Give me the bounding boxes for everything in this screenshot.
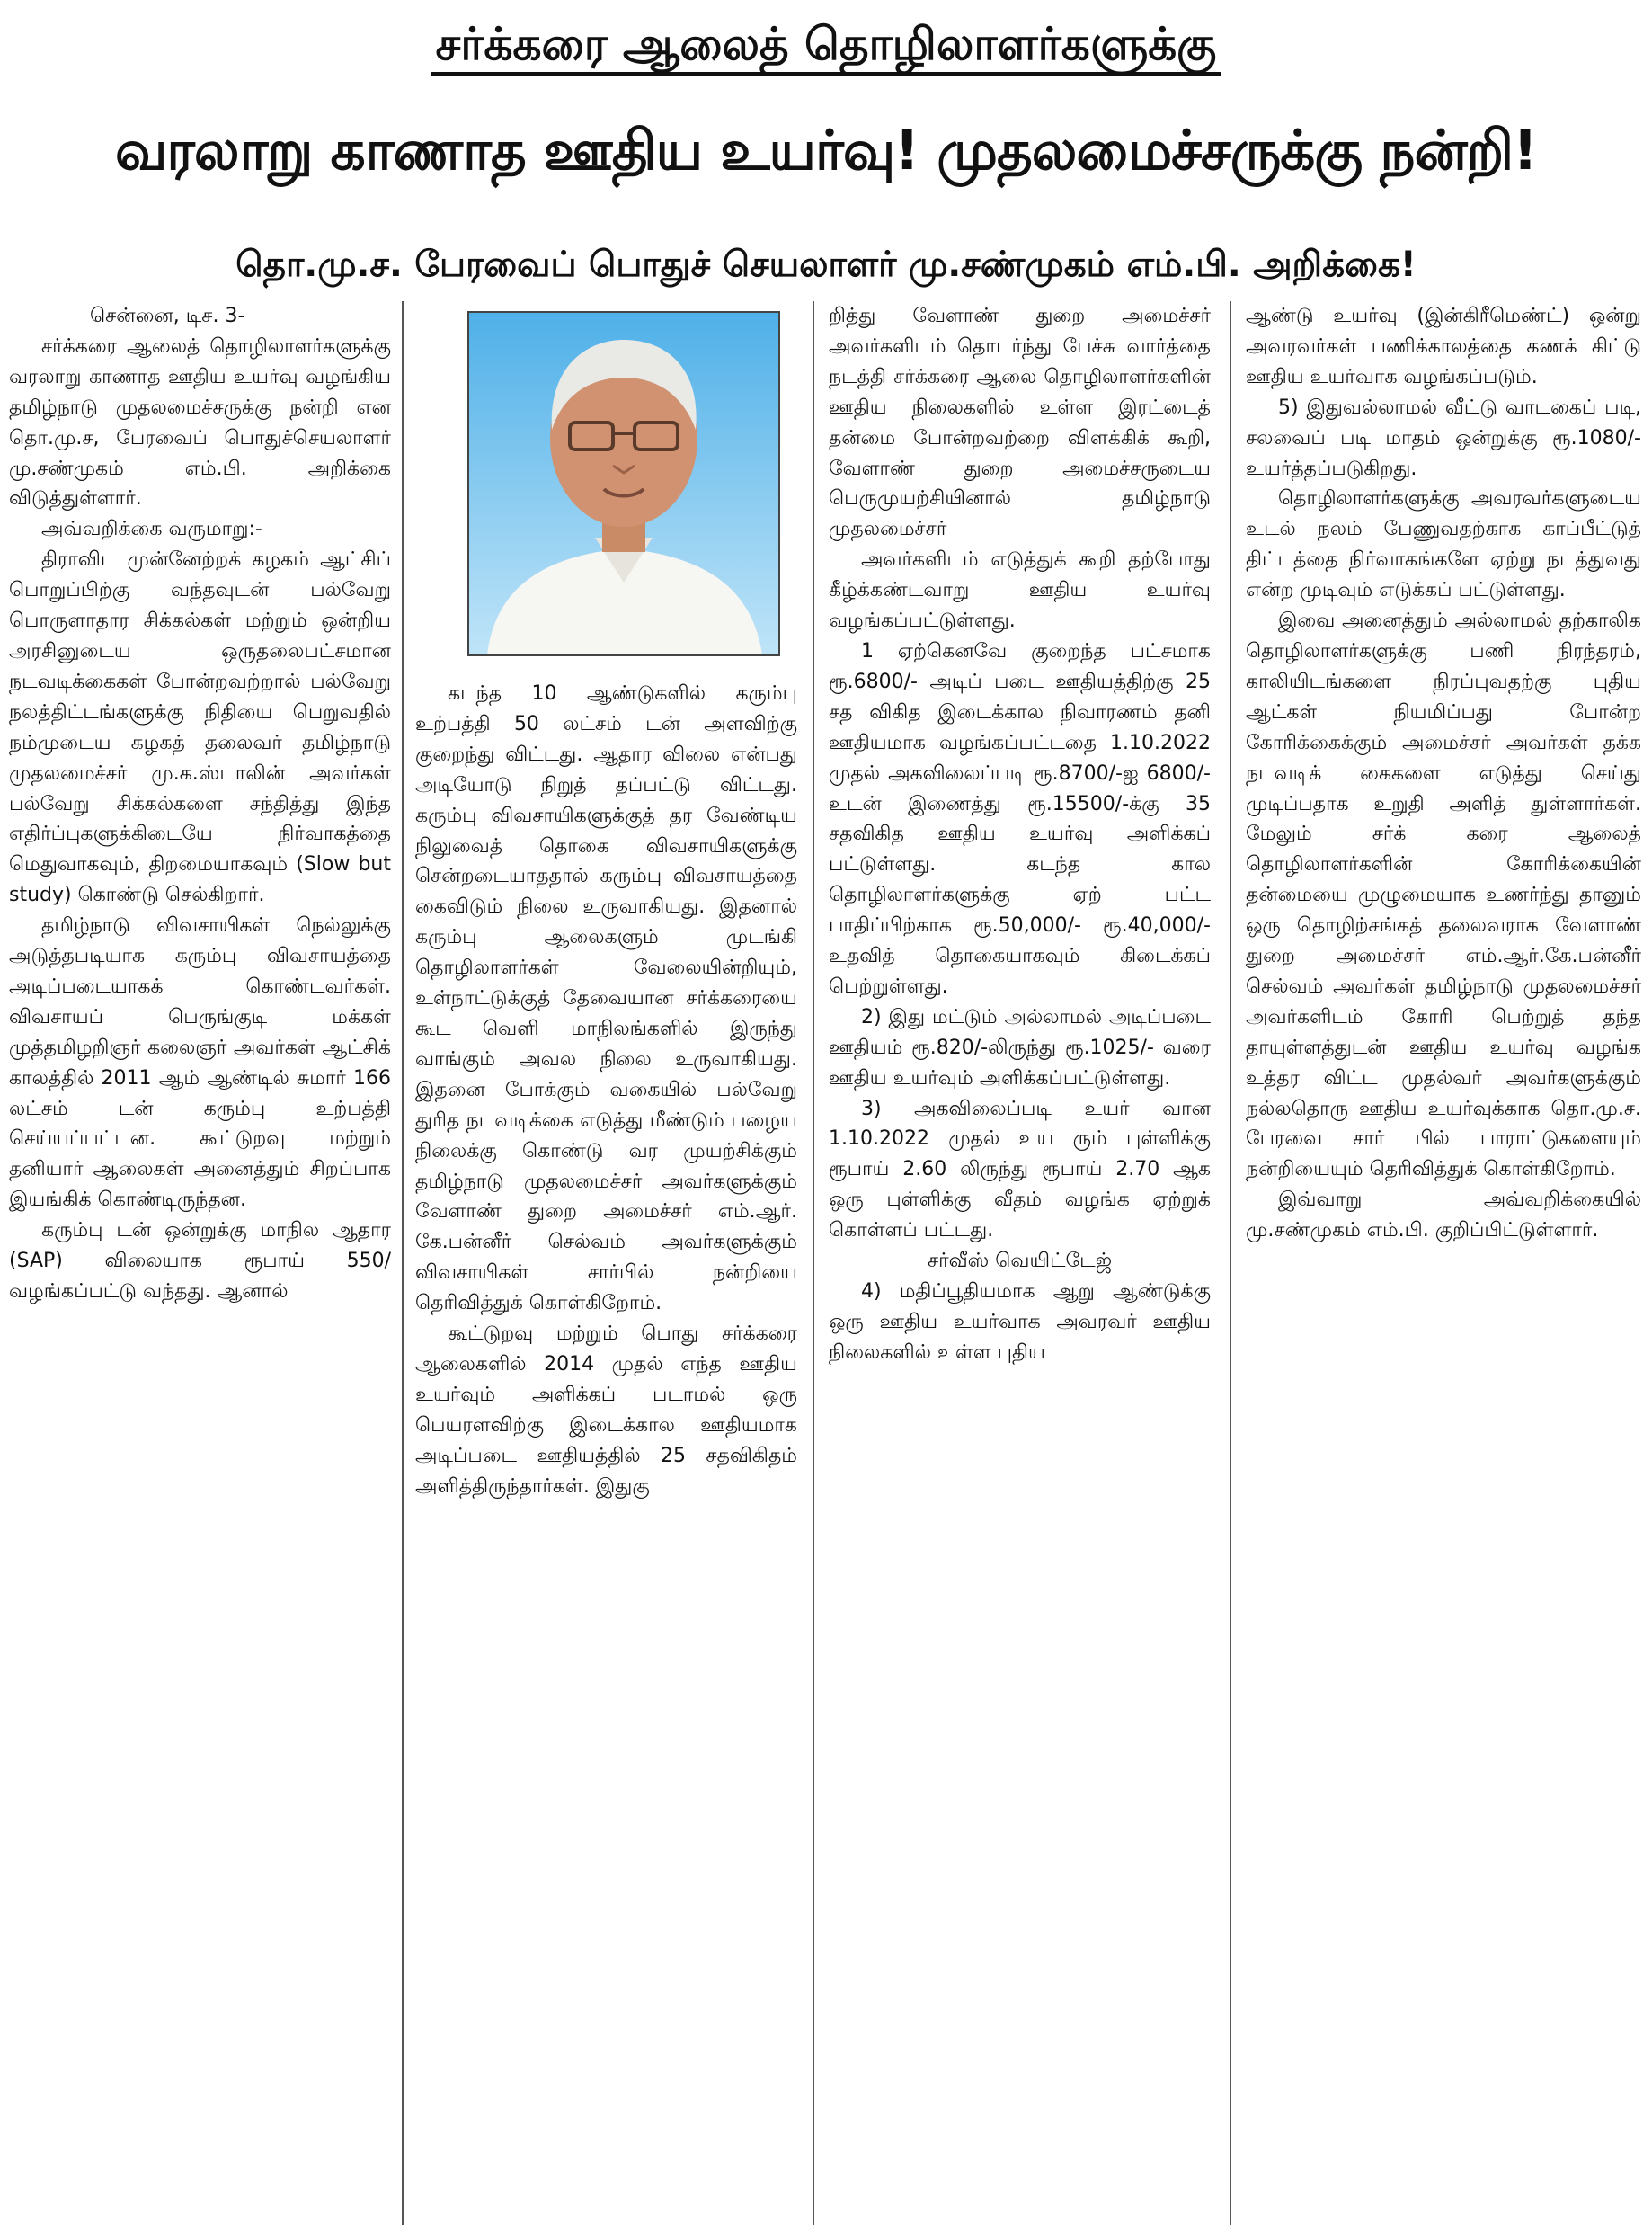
paragraph: சர்க்கரை ஆலைத் தொழிலாளர்களுக்கு வரலாறு காணாத ஊதிய உயர்வு வழங்கிய தமிழ்நாடு முதலமைச்சருக்கு நன்றி என தொ.மு.ச, பேரவைப் பொதுச்செயலாளர் மு.சண்முகம் எம்.பி. அறிக்கை விடுத்துள்ளார். (9, 334, 391, 511)
headline: வரலாறு காணாத ஊதிய உயர்வு! முதலமைச்சருக்கு நன்றி! (115, 119, 1537, 183)
paragraph: றித்து வேளாண் துறை அமைச்சர் அவர்களிடம் தொடர்ந்து பேச்சு வார்த்தை நடத்தி சர்க்கரை ஆலை தொழிலாளர்களின் ஊதிய நிலைகளில் உள்ள இரட்டைத் தன்மை போன்றவற்றை விளக்கிக் கூறி, வேளாண் துறை அமைச்சருடைய பெருமுயற்சியினால் தமிழ்நாடு முதலமைச்சர் (829, 305, 1211, 541)
paragraph: ஆண்டு உயர்வு (இன்கிரீமெண்ட்) ஒன்று அவரவர்கள் பணிக்காலத்தை கணக் கிட்டு ஊதிய உயர்வாக வழங்கப்படும். (1246, 305, 1641, 388)
paragraph: 5) இதுவல்லாமல் வீட்டு வாடகைப் படி, சலவைப் படி மாதம் ஒன்றுக்கு ரூ.1080/- உயர்த்தப்படுகிறது. (1246, 396, 1641, 480)
subheading: சர்வீஸ் வெயிட்டேஜ் (927, 1250, 1113, 1273)
portrait-photo (467, 311, 780, 656)
article-column-4 (1246, 301, 1641, 2232)
paragraph: அவ்வறிக்கை வருமாறு:- (41, 518, 262, 541)
paragraph: கரும்பு டன் ஒன்றுக்கு மாநில ஆதார (SAP) விலையாக ரூபாய் 550/ வழங்கப்பட்டு வந்தது. ஆனால் (9, 1219, 391, 1303)
article-column-2 (415, 679, 797, 2232)
column-rule (1230, 301, 1231, 2225)
article-column-1 (9, 301, 391, 2232)
article-column-3 (829, 301, 1211, 2232)
paragraph: 4) மதிப்பூதியமாக ஆறு ஆண்டுக்கு ஒரு ஊதிய உயர்வாக அவரவர் ஊதிய நிலைகளில் உள்ள புதிய (829, 1280, 1211, 1364)
paragraph: 2) இது மட்டும் அல்லாமல் அடிப்படை ஊதியம் ரூ.820/-லிருந்து ரூ.1025/- வரை ஊதிய உயர்வும் அளிக்கப்பட்டுள்ளது. (829, 1005, 1211, 1090)
kicker-line (0, 13, 1652, 76)
paragraph: இவை அனைத்தும் அல்லாமல் தற்காலிக தொழிலாளர்களுக்கு பணி நிரந்தரம், காலியிடங்களை நிரப்புவதற்கு புதிய ஆட்கள் நியமிப்பது போன்ற கோரிக்கைக்கும் அமைச்சர் அவர்கள் தக்க நடவடிக் கைகளை எடுத்து செய்து முடிப்பதாக உறுதி அளித் துள்ளார்கள். மேலும் சர்க் கரை ஆலைத் தொழிலாளர்களின் கோரிக்கையின் தன்மையை முழுமையாக உணர்ந்து தானும் ஒரு தொழிற்சங்கத் தலைவராக வேளாண் துறை அமைச்சர் எம்.ஆர்.கே.பன்னீர் செல்வம் அவர்கள் தமிழ்நாடு முதலமைச்சர் அவர்களிடம் கோரி பெற்றுத் தந்த தாயுள்ளத்துடன் ஊதிய உயர்வு வழங்க உத்தர விட்ட முதல்வர் அவர்களுக்கும் நல்லதொரு ஊதிய உயர்வுக்காக தொ.மு.ச. பேரவை சார் பில் பாராட்டுகளையும் நன்றியையும் தெரிவித்துக் கொள்கிறோம். (1246, 610, 1641, 1181)
paragraph: திராவிட முன்னேற்றக் கழகம் ஆட்சிப் பொறுப்பிற்கு வந்தவுடன் பல்வேறு பொருளாதார சிக்கல்கள் மற்றும் ஒன்றிய அரசினுடைய ஒருதலைபட்சமான நடவடிக்கைகள் போன்றவற்றால் பல்வேறு நலத்திட்டங்களுக்கு நிதியை பெறுவதில் நம்முடைய கழகத் தலைவர் தமிழ்நாடு முதலமைச்சர் மு.க.ஸ்டாலின் அவர்கள் பல்வேறு சிக்கல்களை சந்தித்து இந்த எதிர்ப்புகளுக்கிடையே நிர்வாகத்தை மெதுவாகவும், திறமையாகவும் (Slow but study) கொண்டு செல்கிறார். (9, 548, 391, 907)
column-rule (813, 301, 814, 2225)
paragraph: கூட்டுறவு மற்றும் பொது சர்க்கரை ஆலைகளில் 2014 முதல் எந்த ஊதிய உயர்வும் அளிக்கப் படாமல் ஒரு பெயரளவிற்கு இடைக்கால ஊதியமாக அடிப்படை ஊதியத்தில் 25 சதவிகிதம் அளித்திருந்தார்கள். இதுகு (415, 1322, 797, 1498)
paragraph: கடந்த 10 ஆண்டுகளில் கரும்பு உற்பத்தி 50 லட்சம் டன் அளவிற்கு குறைந்து விட்டது. ஆதார விலை என்பது அடியோடு நிறுத் தப்பட்டு விட்டது. கரும்பு விவசாயிகளுக்குத் தர வேண்டிய நிலுவைத் தொகை விவசாயிகளுக்கு சென்றடையாததால் கரும்பு விவசாயத்தை கைவிடும் நிலை உருவாகியது. இதனால் கரும்பு ஆலைகளும் முடங்கி தொழிலாளர்கள் வேலையின்றியும், உள்நாட்டுக்குத் தேவையான சர்க்கரையை கூட வெளி மாநிலங்களில் இருந்து வாங்கும் அவல நிலை உருவாகியது. இதனை போக்கும் வகையில் பல்வேறு துரித நடவடிக்கை எடுத்து மீண்டும் பழைய நிலைக்கு கொண்டு வர முயற்சிக்கும் தமிழ்நாடு முதலமைச்சர் அவர்களுக்கும் வேளாண் துறை அமைச்சர் எம்.ஆர். கே.பன்னீர் செல்வம் அவர்களுக்கும் விவசாயிகள் சார்பில் நன்றியை தெரிவித்துக் கொள்கிறோம். (415, 682, 797, 1315)
dateline: சென்னை, டிச. 3- (90, 305, 245, 327)
portrait-image (469, 313, 778, 654)
paragraph: 1 ஏற்கெனவே குறைந்த பட்சமாக ரூ.6800/- அடிப் படை ஊதியத்திற்கு 25 சத விகித இடைக்கால நிவாரணம் தனி ஊதியமாக வழங்கப்பட்டதை 1.10.2022 முதல் அகவிலைப்படி ரூ.8700/-ஐ 6800/- உடன் இணைத்து ரூ.15500/-க்கு 35 சதவிகித ஊதிய உயர்வு அளிக்கப் பட்டுள்ளது. கடந்த கால தொழிலாளர்களுக்கு ஏற் பட்ட பாதிப்பிற்காக ரூ.50,000/- ரூ.40,000/- உதவித் தொகையாகவும் கிடைக்கப் பெற்றுள்ளது. (829, 639, 1211, 998)
byline: தொ.மு.ச. பேரவைப் பொதுச் செயலாளர் மு.சண்முகம் எம்.பி. அறிக்கை! (235, 245, 1417, 285)
column-rule (402, 301, 404, 2225)
paragraph: இவ்வாறு அவ்வறிக்கையில் மு.சண்முகம் எம்.பி. குறிப்பிட்டுள்ளார். (1246, 1189, 1641, 1242)
paragraph: தமிழ்நாடு விவசாயிகள் நெல்லுக்கு அடுத்தபடியாக கரும்பு விவசாயத்தை அடிப்படையாகக் கொண்டவர்கள். விவசாயப் பெருங்குடி மக்கள் முத்தமிழறிஞர் கலைஞர் அவர்கள் ஆட்சிக் காலத்தில் 2011 ஆம் ஆண்டில் சுமார் 166 லட்சம் டன் கரும்பு உற்பத்தி செய்யப்பட்டன. கூட்டுறவு மற்றும் தனியார் ஆலைகள் அனைத்தும் சிறப்பாக இயங்கிக் கொண்டிருந்தன. (9, 914, 391, 1212)
paragraph: தொழிலாளர்களுக்கு அவரவர்களுடைய உடல் நலம் பேணுவதற்காக காப்பீட்டுத் திட்டத்தை நிர்வாகங்களே ஏற்று நடத்துவது என்ற முடிவும் எடுக்கப் பட்டுள்ளது. (1246, 487, 1641, 602)
kicker-text: சர்க்கரை ஆலைத் தொழிலாளர்களுக்கு (431, 18, 1222, 76)
paragraph: 3) அகவிலைப்படி உயர் வான 1.10.2022 முதல் உய ரும் புள்ளிக்கு ரூபாய் 2.60 லிருந்து ரூபாய் 2.70 ஆக ஒரு புள்ளிக்கு வீதம் வழங்க ஏற்றுக் கொள்ளப் பட்டது. (829, 1097, 1211, 1242)
paragraph: அவர்களிடம் எடுத்துக் கூறி தற்போது கீழ்க்கண்டவாறு ஊதிய உயர்வு வழங்கப்பட்டுள்ளது. (829, 548, 1211, 633)
